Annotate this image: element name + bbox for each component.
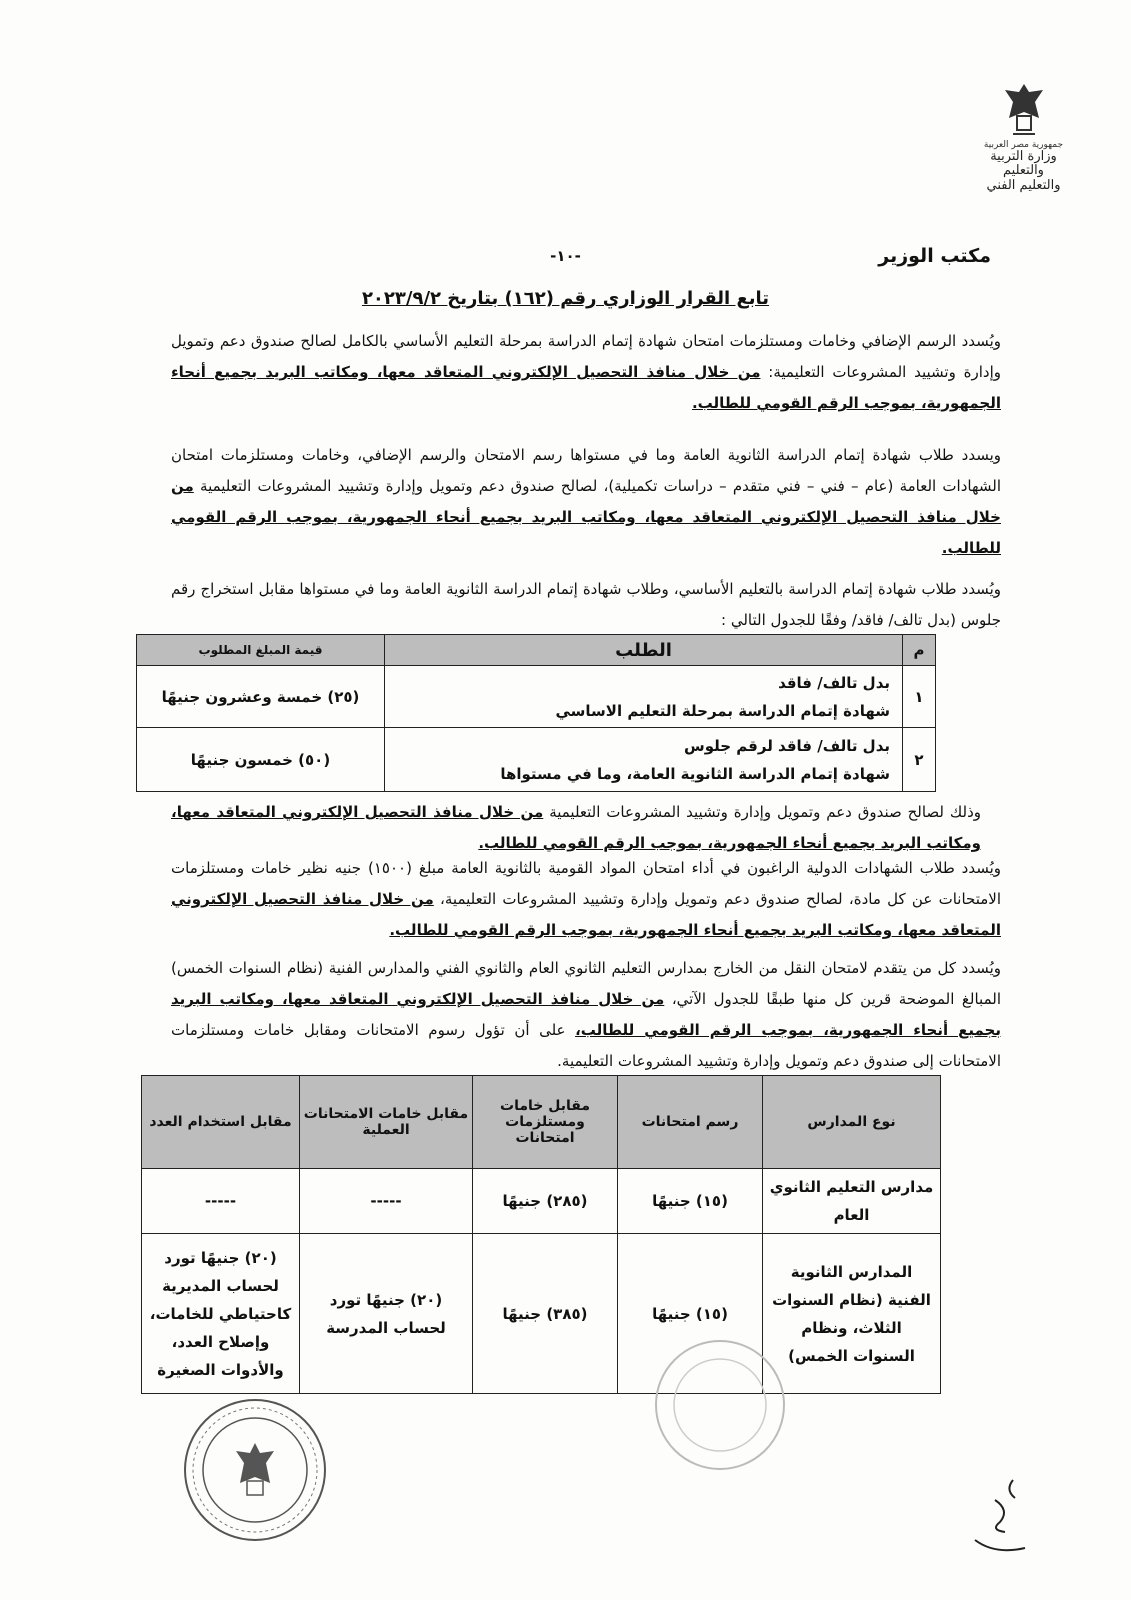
minister-signature [955,1470,1035,1564]
table-replacement-fees [136,634,936,792]
ministry-name-line2: والتعليم الفني [986,177,1061,193]
paragraph-3 [171,574,1001,636]
request-line1: بدل تالف/ فاقد لرقم جلوس [684,736,890,755]
table-cell-tools: ----- [142,1169,300,1234]
table-header-cell: قيمة المبلغ المطلوب [137,635,385,666]
table-cell-num: ١ [903,666,936,728]
table-cell-materials: (٢٨٥) جنيهًا [473,1169,618,1234]
table-cell-practical: ----- [300,1169,473,1234]
table-row [137,666,936,728]
table-cell-amount: (٥٠) خمسون جنيهًا [137,728,385,792]
table-cell-school-type: مدارس التعليم الثانوي العام [763,1169,941,1234]
table-cell-practical: (٢٠) جنيهًا تورد لحساب المدرسة [300,1234,473,1394]
table-row [137,728,936,792]
paragraph-5-emphasis: من خلال منافذ التحصيل الإلكتروني المتعاقد معها، ومكاتب البريد بجميع أنحاء الجمهورية، بموجب الرقم القومي للطالب. [171,890,1001,939]
table-header-cell: مقابل خامات ومستلزمات امتحانات [473,1076,618,1169]
table-cell-request [385,666,903,728]
paragraph-2 [171,440,1001,564]
table-transfer-exam-fees [141,1075,941,1394]
table-cell-school-type: المدارس الثانوية الفنية (نظام السنوات الثلاث، ونظام السنوات الخمس) [763,1234,941,1394]
table-cell-tools: (٢٠) جنيهًا تورد لحساب المديرية كاحتياطي للخامات، وإصلاح العدد، والأدوات الصغيرة [142,1234,300,1394]
paragraph-6-tail: على أن تؤول رسوم الامتحانات ومقابل خامات ومستلزمات الامتحانات إلى صندوق دعم وتمويل وإدارة وتشييد المشروعات التعليمية. [171,1021,1001,1070]
table-row [142,1169,941,1234]
table-header-cell: نوع المدارس [763,1076,941,1169]
eagle-icon [999,78,1049,138]
table-cell-request [385,728,903,792]
table-header-cell: الطلب [385,635,903,666]
paragraph-1 [171,326,1001,419]
table-cell-amount: (٢٥) خمسة وعشرون جنيهًا [137,666,385,728]
paragraph-3-text: ويُسدد طلاب شهادة إتمام الدراسة بالتعليم الأساسي، وطلاب شهادة إتمام الدراسة الثانوية العامة وما في مستواها مقابل استخراج رقم جلوس (بدل تالف/ فاقد/ وفقًا للجدول التالي : [171,580,1001,629]
paragraph-4-emphasis: من خلال منافذ التحصيل الإلكتروني المتعاقد معها، ومكاتب البريد بجميع أنحاء الجمهورية، بموجب الرقم القومي للطالب. [171,803,981,852]
paragraph-6-emphasis: من خلال منافذ التحصيل الإلكتروني المتعاقد معها، ومكاتب البريد بجميع أنحاء الجمهورية، بموجب الرقم القومي للطالب، [171,990,1001,1039]
page-number: -١٠- [550,247,581,265]
faded-stamp [650,1335,790,1475]
table-cell-exam-fee: (١٥) جنيهًا [618,1234,763,1394]
paragraph-4 [171,797,981,859]
republic-name: جمهورية مصر العربية [983,140,1064,150]
ministry-name-line1: وزارة التربية والتعليم [990,149,1057,179]
table-header-cell: م [903,635,936,666]
table-header-cell: رسم امتحانات [618,1076,763,1169]
paragraph-4-text: وذلك لصالح صندوق دعم وتمويل وإدارة وتشييد المشروعات التعليمية [549,803,982,821]
table-cell-exam-fee: (١٥) جنيهًا [618,1169,763,1234]
request-line2: شهادة إتمام الدراسة الثانوية العامة، وما في مستواها [500,764,890,783]
paragraph-1-text: ويُسدد الرسم الإضافي وخامات ومستلزمات امتحان شهادة إتمام الدراسة بمرحلة التعليم الأساسي بالكامل لصالح صندوق دعم وتمويل وإدارة وتشييد المشروعات التعليمية: [171,332,1001,381]
paragraph-6 [171,953,1001,1077]
request-line2: شهادة إتمام الدراسة بمرحلة التعليم الاساسي [555,701,890,720]
official-seal [180,1395,330,1545]
paragraph-2-text: ويسدد طلاب شهادة إتمام الدراسة الثانوية العامة وما في مستواها رسم الامتحان والرسم الإضافي، وخامات ومستلزمات امتحان الشهادات العامة (عام – فني – فني متقدم – دراسات تكميلية)، لصالح صندوق دعم وتمويل وإدارة وتشييد المشروعات التعليمية [171,446,1001,495]
table-cell-num: ٢ [903,728,936,792]
table-cell-materials: (٣٨٥) جنيهًا [473,1234,618,1394]
paragraph-5-text: ويُسدد طلاب الشهادات الدولية الراغبون في أداء امتحان المواد القومية بالثانوية العامة مبلغ (١٥٠٠) جنيه نظير خامات ومستلزمات الامتحانات عن كل مادة، لصالح صندوق دعم وتمويل وإدارة وتشييد المشروعات التعليمية، [171,859,1002,908]
table-header-cell: مقابل استخدام العدد [142,1076,300,1169]
office-label: مكتب الوزير [878,245,991,267]
table-row [142,1234,941,1394]
ministry-emblem [976,78,1071,228]
request-line1: بدل تالف/ فاقد [778,673,890,692]
page-title: تابع القرار الوزاري رقم (١٦٢) بتاريخ ٢٠٢٣/٩/٢ [361,288,770,309]
table-header-cell: مقابل خامات الامتحانات العملية [300,1076,473,1169]
paragraph-6-text: ويُسدد كل من يتقدم لامتحان النقل من الخارج بمدارس التعليم الثانوي العام والثانوي الفني والمدارس الفنية (نظام السنوات الخمس) المبالغ الموضحة قرين كل منها طبقًا للجدول الآتي، [171,959,1001,1008]
paragraph-2-emphasis: من خلال منافذ التحصيل الإلكتروني المتعاقد معها، ومكاتب البريد بجميع أنحاء الجمهورية، بموجب الرقم القومي للطالب. [171,477,1001,557]
paragraph-5 [171,853,1001,946]
paragraph-1-emphasis: من خلال منافذ التحصيل الإلكتروني المتعاقد معها، ومكاتب البريد بجميع أنحاء الجمهورية، بموجب الرقم القومي للطالب. [171,363,1001,412]
